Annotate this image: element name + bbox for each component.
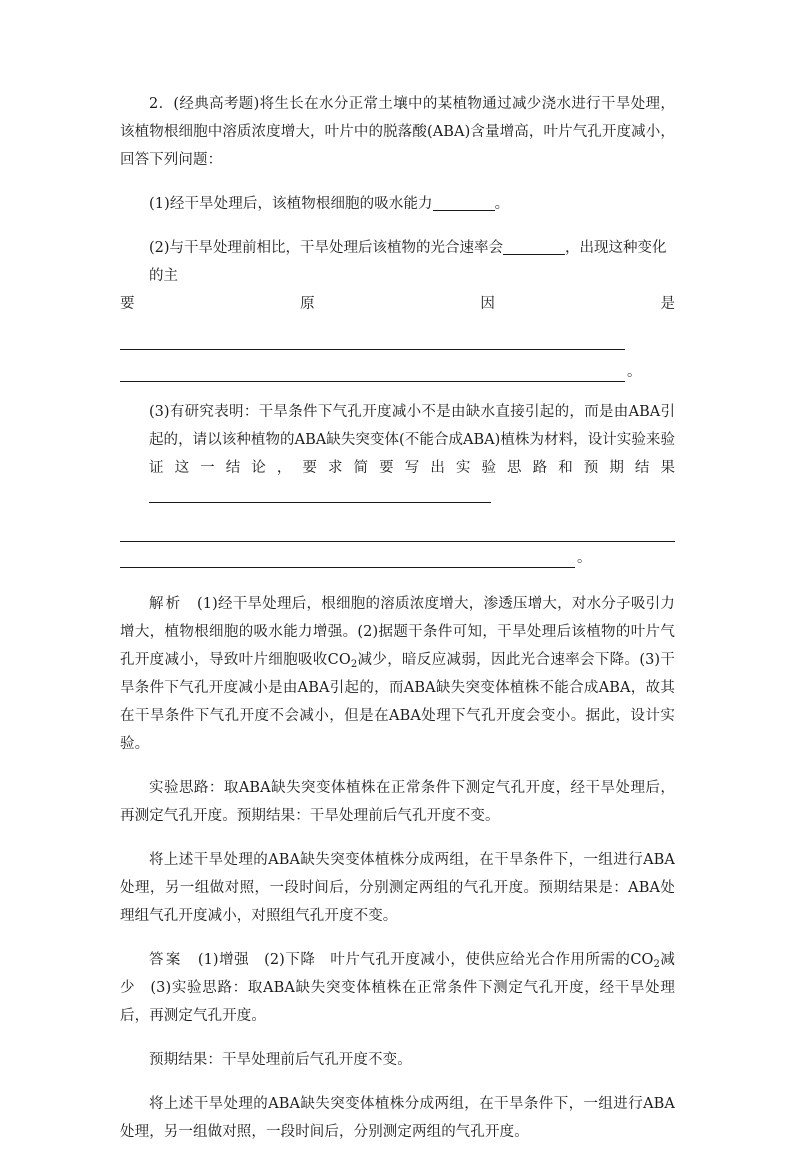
analysis-paragraph-3: 将上述干旱处理的ABA缺失突变体植株分成两组，在干旱条件下，一组进行ABA处理，另一组做对照，一段时间后，分别测定两组的气孔开度。预期结果是：ABA处理组气孔开度减小，对照组气孔开度不变。: [120, 852, 675, 924]
answer-blank-2[interactable]: [503, 238, 565, 255]
sub-question-2: [120, 234, 675, 382]
analysis-paragraph-2: 实验思路：取ABA缺失突变体植株在正常条件下测定气孔开度，经干旱处理后，再测定气孔开度。预期结果：干旱处理前后气孔开度不变。: [120, 780, 675, 824]
sub-question-1-end: 。: [494, 196, 510, 212]
spread-char-3: 因: [480, 296, 495, 312]
sub-question-2-spread-line: [120, 290, 675, 318]
sub-question-1-text: (1)经干旱处理后，该植物根细胞的吸水能力: [149, 196, 433, 212]
sub-question-2-after-blank: ，出现这种变化的主: [149, 240, 667, 284]
answer-line-2a[interactable]: [120, 318, 675, 350]
answer-line-2b[interactable]: [120, 350, 675, 382]
analysis-paragraph-1: [120, 590, 675, 758]
answer-label: 答案: [149, 952, 183, 968]
answer-line-2b-end: 。: [627, 364, 642, 380]
answer-rule-2a: [120, 348, 625, 350]
answer-line-3a[interactable]: [120, 510, 675, 542]
answer-paragraph-3: 将上述干旱处理的ABA缺失突变体植株分成两组，在干旱条件下，一组进行ABA处理，另一组做对照，一段时间后，分别测定两组的气孔开度。: [120, 1096, 675, 1140]
answer-line-3b[interactable]: [120, 542, 675, 568]
answer-paragraph-1: [120, 946, 675, 1030]
sub-question-3: [120, 398, 675, 568]
analysis-p1-a: (1)经干旱处理后，根细胞的溶质浓度增大，渗透压增大，对水分子吸引力增大，植物根细胞的吸水能力增强。(2)据题干条件可知，干旱处理后该植物的叶片气孔开度减小，导致叶片细胞吸收CO: [120, 596, 675, 668]
sub-question-3-text: [120, 398, 675, 510]
answer-rule-2b: [120, 380, 625, 382]
answer-paragraph-2: 预期结果：干旱处理前后气孔开度不变。: [149, 1052, 412, 1068]
answer-blank-1[interactable]: [433, 194, 495, 211]
answer-p1-sub: 2: [653, 959, 660, 970]
analysis-p1-b: 减少，暗反应减弱，因此光合速率会下降。(3)干旱条件下气孔开度减小是由ABA引起的，而ABA缺失突变体植株不能合成ABA，故其在干旱条件下气孔开度不会减小，但是在ABA处理下气孔开度会变小。据此，设计实验。: [120, 652, 675, 752]
spread-char-1: 要: [120, 296, 135, 312]
analysis-label: 解析: [149, 596, 183, 612]
spread-char-4: 是: [660, 296, 675, 312]
answer-line-3b-end: 。: [577, 550, 592, 566]
answer-rule-3a: [120, 540, 675, 542]
analysis-p1-sub: 2: [350, 659, 358, 670]
document-content: [120, 90, 675, 1162]
sub-question-1: [120, 190, 675, 218]
sub-question-2-text: (2)与干旱处理前相比，干旱处理后该植物的光合速率会: [149, 240, 504, 256]
answer-p1-a: (1)增强 (2)下降 叶片气孔开度减小，使供应给光合作用所需的CO: [197, 952, 654, 968]
answer-p1-b: 减少 (3)实验思路：取ABA缺失突变体植株在正常条件下测定气孔开度，经干旱处理后，再测定气孔开度。: [120, 952, 676, 1024]
spread-char-2: 原: [300, 296, 315, 312]
question-stem: 2．(经典高考题)将生长在水分正常土壤中的某植物通过减少浇水进行干旱处理，该植物根细胞中溶质浓度增大，叶片中的脱落酸(ABA)含量增高，叶片气孔开度减小，回答下列问题：: [120, 96, 675, 168]
sub-question-3-body: (3)有研究表明：干旱条件下气孔开度减小不是由缺水直接引起的，而是由ABA引起的，请以该种植物的ABA缺失突变体(不能合成ABA)植株为材料，设计实验来验证这一结论，要求简要写出实验思路和预期结果: [149, 404, 675, 476]
sub-question-2-line-1: [120, 234, 675, 290]
answer-blank-3[interactable]: [149, 486, 491, 503]
answer-rule-3b: [120, 566, 575, 568]
